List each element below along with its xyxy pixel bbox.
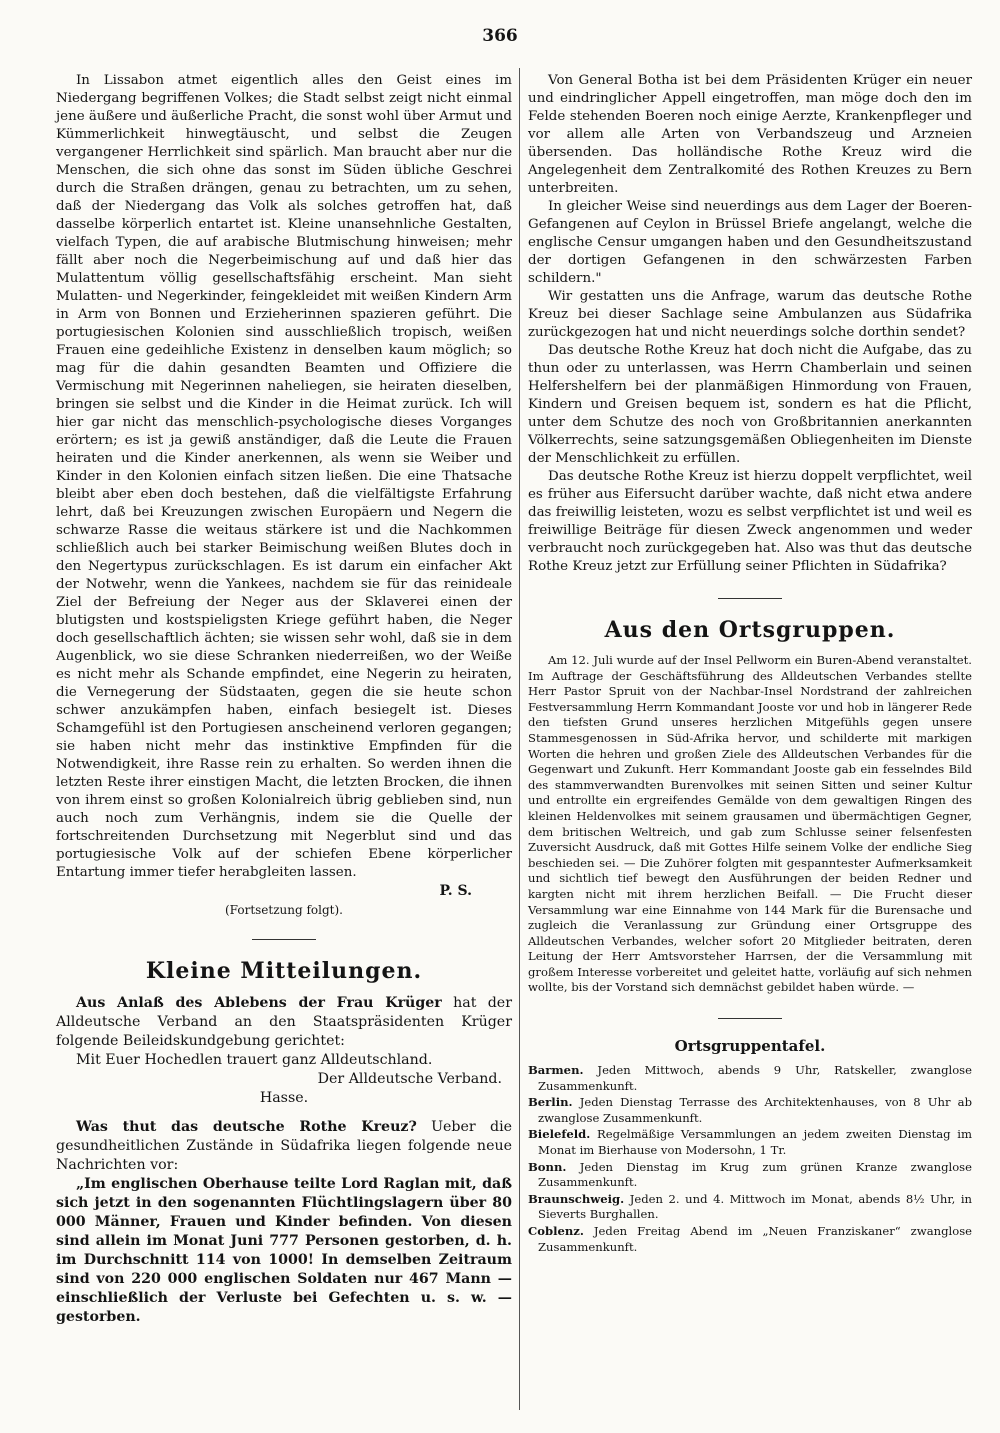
rotes-kreuz-continued [528, 72, 972, 576]
anfrage-paragraph: Wir gestatten uns die Anfrage, warum das deutsche Rothe Kreuz bei dieser Sachlage seine Ambulanzen aus Südafrika zurückgezogen hat und nicht neuerdings solche dorthin sendet? [528, 289, 972, 340]
section-rule [718, 598, 782, 599]
tafel-place: Coblenz. [528, 1224, 584, 1238]
section-heading-mitteilungen: Kleine Mitteilungen. [145, 958, 423, 984]
tafel-entry [528, 1063, 972, 1094]
continuation-note: (Fortsetzung folgt). [225, 903, 343, 917]
ortsgruppen-article [528, 653, 972, 996]
pellworm-report: Am 12. Juli wurde auf der Insel Pellworm ein Buren-Abend veranstaltet. Im Auftrage der Geschäftsführung des Alldeutschen Verbandes stellte Herr Pastor Spruit von der Nachbar-Insel Nordstrand der zahlreichen Festversammlung Herrn Kommandant Jooste vor und hob in längerer Rede den tiefsten Grund unseres herzlichen Mitgefühls gegen unsere Stammesgenossen in Süd-Afrika hervor, und schilderte mit markigen Worten die hehren und großen Ziele des Alldeutschen Verbandes für die Gegenwart und Zukunft. Herr Kommandant Jooste gab ein fesselndes Bild des stammverwandten Burenvolkes mit seinen Sitten und seiner Kultur und entrollte ein ergreifendes Gemälde von dem gewaltigen Ringen des kleinen Heldenvolkes mit seinem grausamen und übermächtigen Gegner, dem britischen Weltreich, und gab zum Schlusse seiner felsenfesten Zuversicht Ausdruck, daß mit Gottes Hilfe seinem Volke der endliche Sieg beschieden sei. — Die Zuhörer folgten mit gespanntester Aufmerksamkeit und sichtlich tief bewegt den Ausführungen der beiden Redner und kargten nicht mit ihrem herzlichen Beifall. — Die Frucht dieser Versammlung war eine Einnahme von 144 Mark für die Burensache und zugleich die Veranlassung zur Gründung einer Ortsgruppe des Alldeutschen Verbandes, welcher sofort 20 Mitglieder beitraten, deren Leitung der Herr Amtsvorsteher Harrsen, der die Versammlung mit großem Interesse vorbereitet und geleitet hatte, vorläufig auf sich nehmen wollte, bis der Vorstand sich demnächst gebildet haben würde. — [528, 653, 972, 995]
krueger-notice [56, 994, 512, 1051]
lisbon-paragraph: In Lissabon atmet eigentlich alles den Geist eines im Niedergang begriffenen Volkes; die Stadt selbst zeigt nicht einmal jene äußere und äußerliche Pracht, die sonst wohl über Armut und Kümmerlichkeit hinwegtäuscht, und selbst die Zeugen vergangener Herrlichkeit sind spärlich. Man braucht aber nur die Menschen, die sich ohne das sonst im Süden übliche Geschrei durch die Straßen drängen, genau zu betrachten, um zu sehen, daß der Niedergang das Volk als solches getroffen hat, daß dasselbe körperlich entartet ist. Kleine unansehnliche Gestalten, vielfach Typen, die auf arabische Blutmischung hinweisen; mehr fällt aber noch die Negerbeimischung auf und daß hier das Mulattentum völlig gesellschaftsfähig erscheint. Man sieht Mulatten- und Negerkinder, feingekleidet mit weißen Kindern Arm in Arm von Bonnen und Erzieherinnen spazieren geführt. Die portugiesischen Kolonien sind ausschließlich tropisch, weißen Frauen eine gedeihliche Existenz in denselben kaum möglich; so mag für die dahin gesandten Beamten und Offiziere die Vermischung mit Negerinnen naheliegen, sie heiraten dieselben, bringen sie selbst und die Kinder in die Heimat zurück. Ich will hier gar nicht das menschlich-psychologische dieses Vorganges erörtern; es ist ja gewiß anständiger, daß die Leute die Frauen heiraten und die Kinder anerkennen, als wenn sie Weiber und Kinder in den Kolonien einfach sitzen ließen. Die eine Thatsache bleibt aber eben doch bestehen, daß die vielfältigste Erfahrung lehrt, daß bei Kreuzungen zwischen Europäern und Negern die schwarze Rasse die weitaus stärkere ist und die Nachkommen schließlich auch bei starker Beimischung weißen Blutes doch in den Negertypus zurückschlagen. Es ist darum ein einfacher Akt der Notwehr, wenn die Yankees, nachdem sie für das reinideale Ziel der Befreiung der Neger aus der Sklaverei einen der blutigsten und kostspieligsten Kriege geführt haben, die Neger doch gesellschaftlich ächten; sie wissen sehr wohl, daß sie in dem Augenblick, wo sie diese Schranken niederreißen, wo der Weiße es nicht mehr als Schande empfindet, eine Negerin zu heiraten, die Vernegerung der Südstaaten, gegen die sie heute schon schwer anzukämpfen haben, einfach besiegelt ist. Dieses Schamgefühl ist den Portugiesen anscheinend verloren gegangen; sie haben nicht mehr das instinktive Empfinden für die Notwendigkeit, ihre Rasse rein zu erhalten. So werden ihnen die letzten Reste ihrer einstigen Macht, die letzten Brocken, die ihnen von ihrem einst so großen Kolonialreich übrig geblieben sind, nun auch noch zum Verhängnis, indem sie die Quelle der fortschreitenden Durchsetzung mit Negerblut sind und das portugiesische Volk auf der schiefen Ebene körperlicher Entartung immer tiefer herabgleiten lassen. [56, 73, 512, 880]
rotes-kreuz-intro [56, 1118, 512, 1175]
tafel-place: Berlin. [528, 1095, 573, 1110]
tafel-place: Barmen. [528, 1063, 584, 1078]
aufgabe-paragraph: Das deutsche Rothe Kreuz hat doch nicht die Aufgabe, das zu thun oder zu unterlassen, was Herrn Chamberlain und seinen Helfershelfern bei der planmäßigen Hinmordung von Frauen, Kindern und Greisen bequem ist, sondern es hat die Pflicht, unter dem Schutze des noch von Großbritannien anerkannten Völkerrechts, seine satzungsgemäßen Obliegenheiten im Dienste der Menschlichkeit zu erfüllen. [528, 343, 972, 466]
left-column [56, 72, 512, 1327]
tafel-entry [528, 1095, 972, 1126]
rotes-kreuz-lead: Was thut das deutsche Rothe Kreuz? [76, 1119, 417, 1135]
tafel-place: Bielefeld. [528, 1127, 591, 1142]
ortsgruppentafel-heading: Ortsgruppentafel. [674, 1037, 826, 1056]
right-column [528, 72, 972, 1256]
section-rule [252, 939, 316, 940]
tafel-entry [528, 1192, 972, 1223]
section-heading-ortsgruppen: Aus den Ortsgruppen. [604, 617, 896, 643]
section-rule [718, 1018, 782, 1019]
page-number: 366 [482, 26, 518, 46]
ceylon-paragraph: In gleicher Weise sind neuerdings aus dem Lager der Boeren-Gefangenen auf Ceylon in Brüssel Briefe angelangt, welche die englische Censur umgangen haben und den Gesundheitszustand der dortigen Gefangenen in den schwärzesten Farben schildern." [528, 199, 972, 286]
tafel-text: Jeden Dienstag Terrasse des Architektenhauses, von 8 Uhr ab zwanglose Zusammenkunft. [538, 1095, 973, 1125]
botha-paragraph: Von General Botha ist bei dem Präsidenten Krüger ein neuer und eindringlicher Appell eingetroffen, man möge doch den im Felde stehenden Boeren noch einige Aerzte, Krankenpfleger und vor allem alle Arten von Verbandszeug und Arzneien übersenden. Das holländische Rothe Kreuz wird die Angelegenheit dem Zentralkomité des Rothen Kreuzes zu Bern unterbreiten. [528, 73, 972, 196]
krueger-sender: Der Alldeutsche Verband. [317, 1071, 502, 1087]
tafel-entry [528, 1224, 972, 1255]
krueger-message: Mit Euer Hochedlen trauert ganz Alldeutschland. [76, 1052, 433, 1068]
rotes-kreuz-text: Ueber die gesundheitlichen Zustände in Südafrika liegen folgende neue Nachrichten vor: [56, 1119, 512, 1173]
tafel-entry [528, 1127, 972, 1158]
tafel-place: Braunschweig. [528, 1191, 625, 1206]
tafel-text: Regelmäßige Versammlungen an jedem zweiten Dienstag im Monat im Bierhause von Modersohn, 1 Tr. [538, 1127, 972, 1158]
raglan-quote: „Im englischen Oberhause teilte Lord Raglan mit, daß sich jetzt in den sogenannten Flüchtlingslagern über 80 000 Männer, Frauen und Kinder befinden. Von diesen sind allein im Monat Juni 777 Personen gestorben, d. h. im Durchschnitt 114 von 1000! In demselben Zeitraum sind von 220 000 englischen Soldaten nur 467 Mann — einschließlich der Verluste bei Gefechten u. s. w. — gestorben. [56, 1176, 512, 1325]
ortsgruppentafel [528, 1063, 972, 1255]
column-divider [519, 68, 520, 1410]
tafel-text: Jeden Mittwoch, abends 9 Uhr, Ratskeller, zwanglose Zusammenkunft. [538, 1063, 972, 1093]
article-signature: P. S. [439, 883, 472, 899]
krueger-lead: Aus Anlaß des Ablebens der Frau Krüger [76, 995, 442, 1011]
tafel-entry [528, 1160, 972, 1191]
krueger-text: hat der Alldeutsche Verband an den Staatspräsidenten Krüger folgende Beileidskundgebung gerichtet: [56, 995, 512, 1049]
tafel-text: Jeden Freitag Abend im „Neuen Franziskaner“ zwanglose Zusammenkunft. [538, 1224, 972, 1254]
tafel-text: Jeden Dienstag im Krug zum grünen Kranze zwanglose Zusammenkunft. [538, 1159, 972, 1190]
tafel-text: Jeden 2. und 4. Mittwoch im Monat, abends 8½ Uhr, in Sieverts Burghallen. [538, 1191, 972, 1222]
lisbon-article [56, 72, 512, 882]
tafel-place: Bonn. [528, 1159, 567, 1174]
pflicht-paragraph: Das deutsche Rothe Kreuz ist hierzu doppelt verpflichtet, weil es früher aus Eifersucht darüber wachte, daß nicht etwa andere das freiwillig leisteten, wozu es selbst verpflichtet ist und weil es freiwillige Beiträge für diesen Zweck angenommen und weder verbraucht noch zurückgegeben hat. Also was thut das deutsche Rothe Kreuz jetzt zur Erfüllung seiner Pflichten in Südafrika? [528, 469, 972, 574]
krueger-signer: Hasse. [259, 1090, 309, 1106]
